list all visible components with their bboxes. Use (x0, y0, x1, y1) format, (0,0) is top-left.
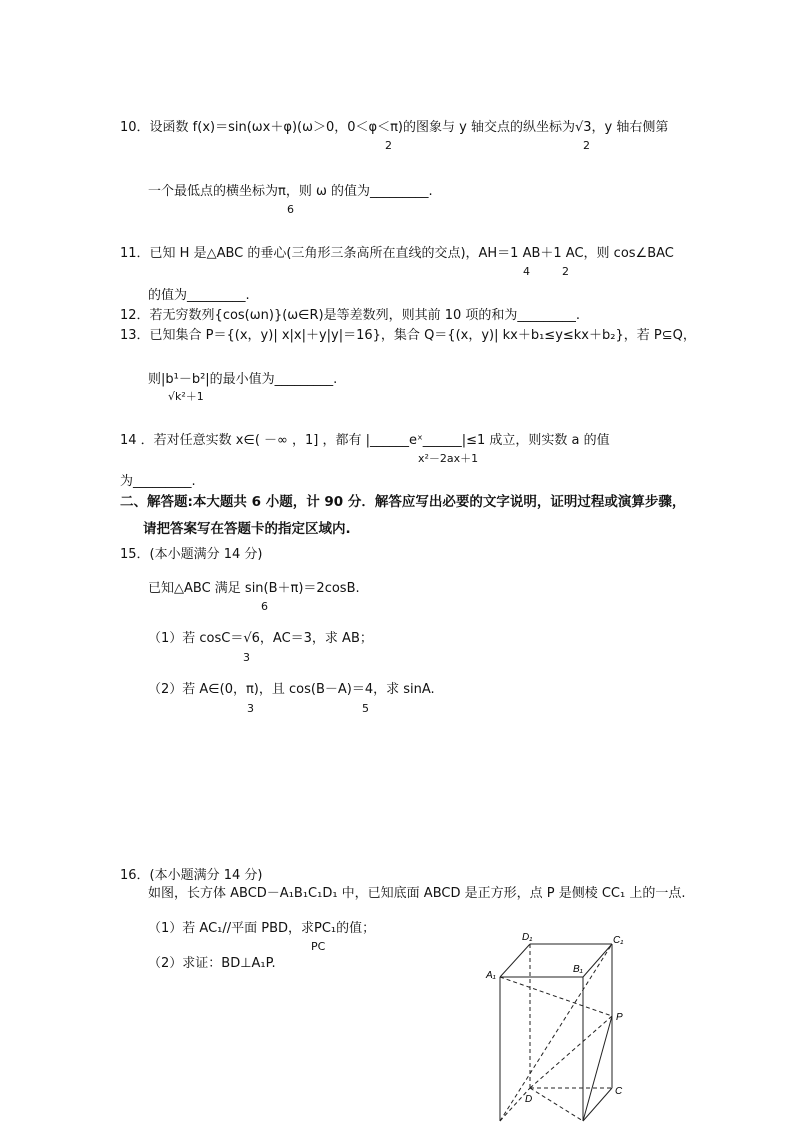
q15-stem: 已知△ABC 满足 sin(B＋π)＝2cosB. (148, 581, 360, 596)
q16-head: 16．(本小题满分 14 分) (120, 868, 263, 883)
q15-stem-den: 6 (261, 600, 268, 613)
q13-line2: 则|b¹－b²|的最小值为_________. (148, 372, 338, 387)
label-A1: A₁ (486, 970, 496, 981)
q15-head: 15．(本小题满分 14 分) (120, 547, 263, 562)
q15-part1-den: 3 (243, 651, 250, 664)
label-P: P (616, 1012, 623, 1023)
q13-line1: 13．已知集合 P＝{(x，y)| x|x|＋y|y|＝16}，集合 Q＝{(x，y)| kx＋b₁≤y≤kx＋b₂}，若 P⊆Q， (120, 328, 696, 343)
q15-part2-den2: 5 (362, 702, 369, 715)
section2-line1: 二、解答题:本大题共 6 小题，计 90 分．解答应写出必要的文字说明，证明过程或演算步骤， (120, 494, 686, 510)
q13-den: √k²＋1 (168, 390, 204, 403)
q11-line1: 11．已知 H 是△ABC 的垂心(三角形三条高所在直线的交点)，AH＝1 AB＋1 AC，则 cos∠BAC (120, 246, 674, 261)
q16-part1-den: PC (311, 940, 326, 953)
q11-den2: 2 (562, 265, 569, 278)
q10-line2: 一个最低点的横坐标为π，则 ω 的值为_________. (148, 184, 433, 199)
section2-line2: 请把答案写在答题卡的指定区域内. (143, 521, 351, 537)
q16-part1: （1）若 AC₁//平面 PBD，求PC₁的值； (148, 921, 376, 936)
q11-den1: 4 (523, 265, 530, 278)
seg-DP (530, 1016, 612, 1088)
label-D1: D₁ (522, 932, 533, 943)
q15-part1: （1）若 cosC＝√6，AC＝3，求 AB； (148, 631, 373, 646)
q10-den-pi6: 6 (287, 203, 294, 216)
q10-den-sqrt3: 2 (583, 139, 590, 152)
diag-AC1 (500, 944, 612, 1121)
label-B1: B₁ (573, 964, 583, 975)
q15-part2-den1: 3 (247, 702, 254, 715)
label-C1: C₁ (613, 935, 624, 946)
q15-part2: （2）若 A∈(0，π)，且 cos(B－A)＝4，求 sinA. (148, 682, 435, 697)
label-C: C (615, 1086, 623, 1097)
q14-den: x²－2ax＋1 (418, 452, 479, 465)
edge-A1D1 (500, 944, 530, 977)
q16-stem: 如图，长方体 ABCD－A₁B₁C₁D₁ 中，已知底面 ABCD 是正方形，点 P 是侧棱 CC₁ 上的一点. (148, 886, 686, 901)
q12-line: 12．若无穷数列{cos(ωn)}(ω∈R)是等差数列，则其前 10 项的和为_________. (120, 308, 581, 323)
q10-den-pi: 2 (385, 139, 392, 152)
label-D: D (525, 1094, 533, 1105)
q16-part2: （2）求证：BD⊥A₁P. (148, 956, 276, 971)
q14-line2: 为_________. (120, 474, 196, 489)
q14-line1: 14 ．若对任意实数 x∈( －∞ ，1] ，都有 |______eˣ______|≤1 成立，则实数 a 的值 (120, 433, 610, 448)
diag-DB (530, 1088, 583, 1121)
q11-line2: 的值为_________. (148, 288, 250, 303)
edge-B1C1 (583, 944, 612, 977)
q10-line1: 10．设函数 f(x)＝sin(ωx＋φ)(ω＞0，0＜φ＜π)的图象与 y 轴交点的纵坐标为√3，y 轴右侧第 (120, 120, 669, 135)
seg-A1P (500, 977, 612, 1016)
